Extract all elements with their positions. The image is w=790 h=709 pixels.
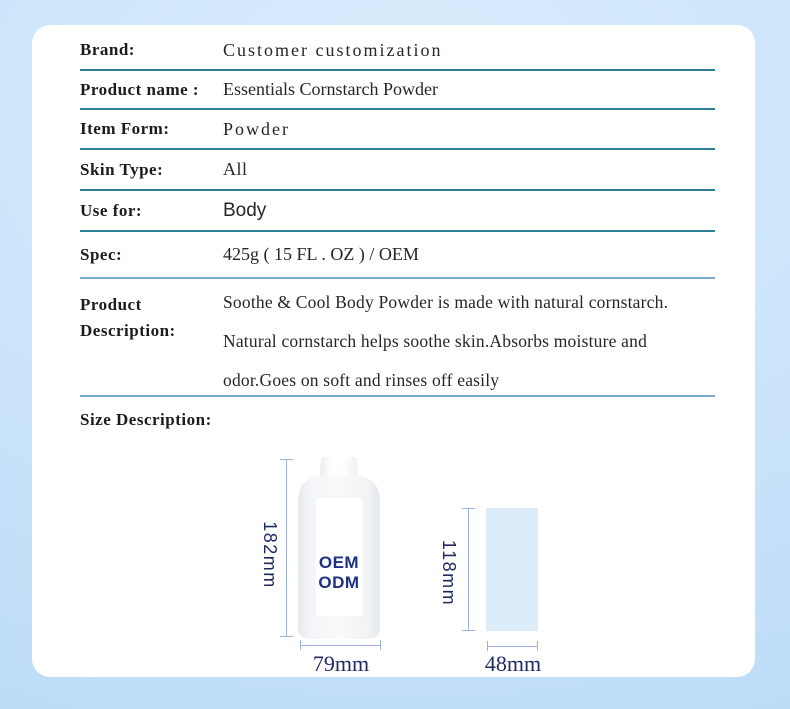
box-height-label: 118mm	[439, 539, 459, 607]
bottle-print-oem: OEM	[318, 553, 360, 572]
spec-label-brand: Brand:	[80, 40, 135, 59]
spec-row-spec	[80, 232, 715, 279]
dimension-cap	[462, 630, 475, 631]
bottle-height-dimension-line	[286, 459, 287, 637]
spec-label-product-name: Product name :	[80, 79, 200, 99]
spec-label-item-form: Item Form:	[80, 119, 170, 138]
spec-row-use-for	[80, 191, 715, 232]
box-illustration	[486, 508, 538, 631]
spec-value-product-name: Essentials Cornstarch Powder	[223, 79, 438, 99]
description-line: Soothe & Cool Body Powder is made with natural cornstarch.	[223, 292, 669, 312]
size-description-title: Size Description:	[80, 410, 212, 429]
bottle-width-label: 79mm	[312, 651, 370, 676]
bottle-illustration	[296, 452, 382, 642]
bottle-width-dimension-line	[300, 645, 380, 646]
spec-row-brand	[80, 25, 715, 71]
spec-label-use-for: Use for:	[80, 200, 143, 220]
spec-label-skin-type: Skin Type:	[80, 159, 164, 179]
spec-row-skin-type	[80, 150, 715, 191]
spec-row-description	[80, 279, 715, 397]
description-line: odor.Goes on soft and rinses off easily	[223, 370, 500, 390]
box-height-dimension-line	[468, 508, 469, 631]
bottle-print-odm: ODM	[318, 573, 360, 592]
spec-value-description	[223, 279, 715, 400]
dimension-cap	[380, 640, 381, 650]
product-spec-card	[32, 25, 755, 677]
spec-value-skin-type: All	[223, 159, 248, 179]
spec-row-item-form	[80, 110, 715, 150]
spec-value-spec: 425g ( 15 FL . OZ ) / OEM	[223, 244, 419, 264]
spec-label-spec: Spec:	[80, 244, 123, 264]
box-width-dimension-line	[487, 646, 538, 647]
bottle-height-label: 182mm	[260, 521, 280, 589]
spec-label-description: Product Description:	[80, 295, 176, 340]
description-line: Natural cornstarch helps soothe skin.Absorbs moisture and	[223, 331, 648, 351]
spec-value-use-for: Body	[223, 199, 267, 221]
dimension-cap	[280, 636, 293, 637]
spec-value-brand: Customer customization	[223, 39, 443, 60]
box-width-label: 48mm	[484, 651, 542, 676]
spec-value-item-form: Powder	[223, 118, 290, 139]
bottle-cap	[320, 457, 358, 475]
spec-table	[80, 25, 715, 397]
spec-row-product-name	[80, 71, 715, 110]
dimension-cap	[537, 641, 538, 651]
